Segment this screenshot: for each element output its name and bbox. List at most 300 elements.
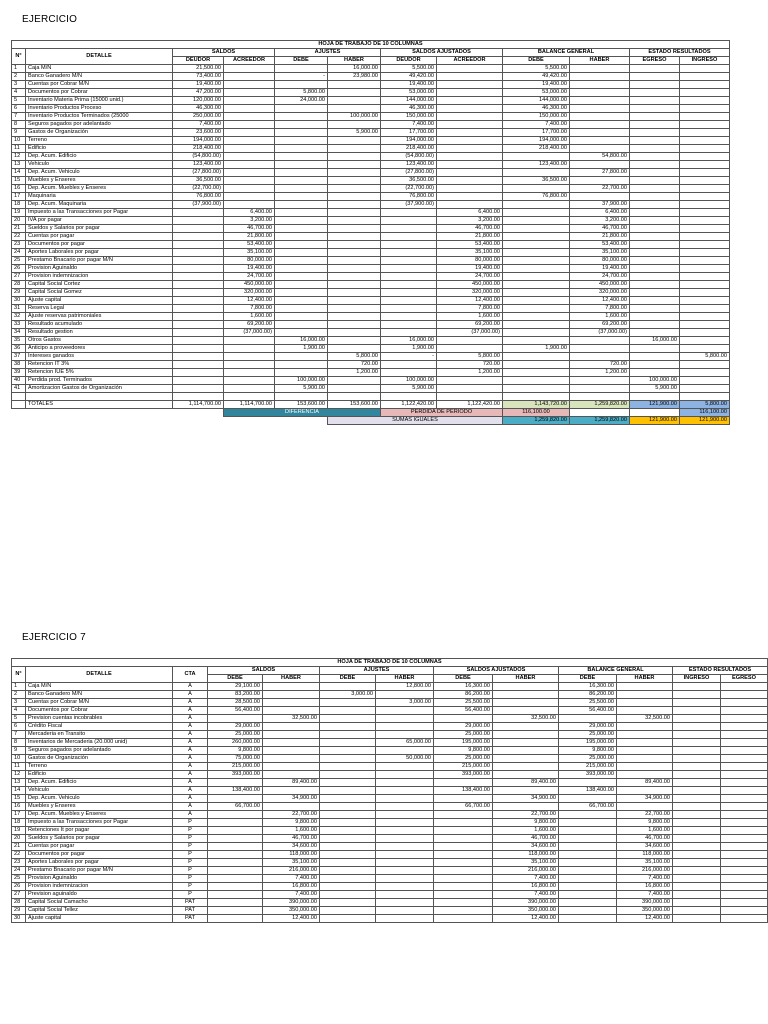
cell-value bbox=[320, 891, 376, 899]
cell-value: (27,800.00) bbox=[173, 169, 224, 177]
cell-value bbox=[437, 201, 503, 209]
row-number: 4 bbox=[12, 89, 26, 97]
cell-value bbox=[570, 353, 630, 361]
cell-value bbox=[630, 313, 680, 321]
cell-value bbox=[559, 875, 617, 883]
cell-value bbox=[673, 691, 721, 699]
cell-value: 36,500.00 bbox=[381, 177, 437, 185]
row-number: 23 bbox=[12, 241, 26, 249]
table-row bbox=[12, 851, 768, 859]
row-number: 28 bbox=[12, 899, 26, 907]
cell-value bbox=[721, 779, 768, 787]
account-name: Dep. Acum. Vehiculo bbox=[26, 795, 173, 803]
account-type: P bbox=[173, 835, 208, 843]
table-row bbox=[12, 779, 768, 787]
sub-header: INGRESO bbox=[680, 57, 730, 65]
cell-value bbox=[630, 201, 680, 209]
cell-value bbox=[617, 723, 673, 731]
cell-value: 6,400.00 bbox=[570, 209, 630, 217]
cell-value: 1,900.00 bbox=[503, 345, 570, 353]
cell-value bbox=[721, 811, 768, 819]
cell-value bbox=[680, 169, 730, 177]
account-name: Cuentas por pagar bbox=[26, 233, 173, 241]
cell-value: 390,000.00 bbox=[617, 899, 673, 907]
row-number: 41 bbox=[12, 385, 26, 393]
account-type: A bbox=[173, 691, 208, 699]
cell-value: 46,700.00 bbox=[617, 835, 673, 843]
cell-value: 7,400.00 bbox=[503, 121, 570, 129]
account-type: P bbox=[173, 875, 208, 883]
account-name: Prestamo Bnacario por pagar M/N bbox=[26, 867, 173, 875]
cell-value bbox=[328, 217, 381, 225]
cell-value bbox=[275, 321, 328, 329]
cell-value bbox=[208, 835, 263, 843]
account-name: Dep. Acum. Muebles y Enseres bbox=[26, 811, 173, 819]
row-number: 2 bbox=[12, 691, 26, 699]
row-number: 11 bbox=[12, 145, 26, 153]
cell-value: 100,000.00 bbox=[630, 377, 680, 385]
cell-value bbox=[263, 747, 320, 755]
cell-value bbox=[673, 811, 721, 819]
cell-value bbox=[721, 819, 768, 827]
sub-header: DEBE bbox=[275, 57, 328, 65]
account-name: Intereses ganados bbox=[26, 353, 173, 361]
row-number: 32 bbox=[12, 313, 26, 321]
row-number: 20 bbox=[12, 835, 26, 843]
worksheet-table-ejercicio-7 bbox=[11, 658, 768, 923]
cell-value: 12,400.00 bbox=[437, 297, 503, 305]
cell-value bbox=[570, 377, 630, 385]
cell-value bbox=[493, 731, 559, 739]
totals-row bbox=[12, 401, 730, 409]
account-name: IVA por pagar bbox=[26, 217, 173, 225]
cell-value: 47,200.00 bbox=[173, 89, 224, 97]
account-type: A bbox=[173, 763, 208, 771]
cell-value bbox=[437, 81, 503, 89]
account-name: Prevision cuentas incobrables bbox=[26, 715, 173, 723]
cell-value: 12,400.00 bbox=[263, 915, 320, 923]
cell-value bbox=[503, 289, 570, 297]
cell-value: 69,200.00 bbox=[570, 321, 630, 329]
account-type: P bbox=[173, 859, 208, 867]
cell-value bbox=[224, 337, 275, 345]
cell-value bbox=[673, 851, 721, 859]
cell-value: 46,300.00 bbox=[381, 105, 437, 113]
sub-header: EGRESO bbox=[721, 675, 768, 683]
cell-value bbox=[503, 217, 570, 225]
cell-value bbox=[224, 177, 275, 185]
sub-header: DEBE bbox=[503, 57, 570, 65]
row-number: 9 bbox=[12, 747, 26, 755]
account-type: A bbox=[173, 739, 208, 747]
cell-value: 450,000.00 bbox=[224, 281, 275, 289]
cell-value bbox=[630, 249, 680, 257]
cell-value bbox=[434, 795, 493, 803]
cell-value bbox=[434, 907, 493, 915]
cell-value bbox=[673, 795, 721, 803]
cell-value: 24,700.00 bbox=[570, 273, 630, 281]
cell-value bbox=[617, 707, 673, 715]
sumas-cell: 1,259,820.00 bbox=[503, 417, 570, 425]
table-row bbox=[12, 747, 768, 755]
row-number: 30 bbox=[12, 915, 26, 923]
cell-value bbox=[224, 369, 275, 377]
cell-value bbox=[328, 177, 381, 185]
cell-value bbox=[434, 875, 493, 883]
cell-value bbox=[673, 739, 721, 747]
cell-value bbox=[680, 361, 730, 369]
cell-value bbox=[173, 233, 224, 241]
cell-value bbox=[673, 843, 721, 851]
cell-value bbox=[503, 233, 570, 241]
cell-value bbox=[434, 859, 493, 867]
cell-value: 100,000.00 bbox=[275, 377, 328, 385]
cell-value bbox=[630, 129, 680, 137]
cell-value bbox=[503, 273, 570, 281]
sheet-title-row bbox=[12, 41, 730, 49]
table-row bbox=[12, 241, 730, 249]
row-number: 12 bbox=[12, 153, 26, 161]
cell-value bbox=[173, 289, 224, 297]
cell-value bbox=[503, 385, 570, 393]
cell-value bbox=[275, 265, 328, 273]
cell-value: 720.00 bbox=[437, 361, 503, 369]
cell-value bbox=[721, 699, 768, 707]
cell-value: 35,100.00 bbox=[224, 249, 275, 257]
cell-value bbox=[673, 899, 721, 907]
cell-value: 1,600.00 bbox=[224, 313, 275, 321]
cell-value bbox=[208, 811, 263, 819]
account-name: Sueldos y Salarios por pagar bbox=[26, 225, 173, 233]
cell-value bbox=[224, 129, 275, 137]
cell-value bbox=[680, 153, 730, 161]
cell-value bbox=[376, 787, 434, 795]
cell-value bbox=[503, 265, 570, 273]
cell-value bbox=[493, 763, 559, 771]
cell-value: 1,900.00 bbox=[381, 345, 437, 353]
cell-value bbox=[208, 899, 263, 907]
cell-value bbox=[376, 771, 434, 779]
group-header: AJUSTES bbox=[320, 667, 434, 675]
row-number: 8 bbox=[12, 739, 26, 747]
cell-value bbox=[437, 121, 503, 129]
cell-value: 53,000.00 bbox=[503, 89, 570, 97]
cell-value bbox=[376, 843, 434, 851]
account-name: Vehiculo bbox=[26, 161, 173, 169]
account-name: Retenciones It por pagar bbox=[26, 827, 173, 835]
sub-header: DEBE bbox=[559, 675, 617, 683]
cell-value bbox=[630, 225, 680, 233]
cell-value bbox=[263, 771, 320, 779]
table-row bbox=[12, 683, 768, 691]
cell-value: 16,000.00 bbox=[328, 65, 381, 73]
cell-value bbox=[275, 145, 328, 153]
cell-value: 25,000.00 bbox=[559, 731, 617, 739]
cell-value bbox=[503, 169, 570, 177]
cell-value: 32,500.00 bbox=[493, 715, 559, 723]
cell-value: 1,600.00 bbox=[437, 313, 503, 321]
cell-value bbox=[376, 731, 434, 739]
cell-value bbox=[320, 683, 376, 691]
cell-value: 22,700.00 bbox=[263, 811, 320, 819]
cell-value bbox=[434, 867, 493, 875]
cell-value bbox=[173, 273, 224, 281]
cell-value bbox=[320, 819, 376, 827]
cell-value: 53,400.00 bbox=[570, 241, 630, 249]
sub-header: HABER bbox=[570, 57, 630, 65]
cell-value: 65,000.00 bbox=[376, 739, 434, 747]
account-name: Gastos de Organización bbox=[26, 755, 173, 763]
cell-value: 215,000.00 bbox=[559, 763, 617, 771]
cell-value: 80,000.00 bbox=[437, 257, 503, 265]
cell-value bbox=[503, 281, 570, 289]
cell-value bbox=[503, 241, 570, 249]
cell-value bbox=[570, 337, 630, 345]
cell-value bbox=[617, 699, 673, 707]
cell-value bbox=[680, 369, 730, 377]
cell-value bbox=[275, 353, 328, 361]
cell-value bbox=[559, 835, 617, 843]
cell-value: 195,000.00 bbox=[559, 739, 617, 747]
cell-value bbox=[275, 161, 328, 169]
cell-value bbox=[503, 257, 570, 265]
cell-value bbox=[173, 249, 224, 257]
account-name: Capital Social Gomez bbox=[26, 289, 173, 297]
table-row bbox=[12, 875, 768, 883]
cell-value bbox=[680, 113, 730, 121]
cell-value bbox=[275, 129, 328, 137]
cell-value: 9,800.00 bbox=[559, 747, 617, 755]
cell-value bbox=[680, 177, 730, 185]
cell-value bbox=[376, 883, 434, 891]
cell-value: 28,500.00 bbox=[208, 699, 263, 707]
sub-header: HABER bbox=[263, 675, 320, 683]
account-name: Crédito Fiscal bbox=[26, 723, 173, 731]
cell-value bbox=[673, 867, 721, 875]
cell-value bbox=[437, 145, 503, 153]
account-name: Resultado acumulado bbox=[26, 321, 173, 329]
cell-value bbox=[208, 883, 263, 891]
sumas-label: SUMAS IGUALES bbox=[328, 417, 503, 425]
cell-value bbox=[208, 891, 263, 899]
cell-value bbox=[328, 105, 381, 113]
total-cell: 153,600.00 bbox=[275, 401, 328, 409]
cell-value bbox=[376, 851, 434, 859]
cell-value bbox=[208, 779, 263, 787]
cell-value bbox=[503, 321, 570, 329]
cell-value bbox=[680, 121, 730, 129]
cell-value bbox=[263, 731, 320, 739]
cell-value bbox=[630, 369, 680, 377]
cell-value bbox=[503, 201, 570, 209]
cell-value bbox=[208, 915, 263, 923]
account-name: Inventario Productos Terminados (25000 bbox=[26, 113, 173, 121]
account-name: Impuesto a las Transacciones por Pagar bbox=[26, 209, 173, 217]
cell-value bbox=[381, 265, 437, 273]
cell-value: 9,800.00 bbox=[208, 747, 263, 755]
cell-value bbox=[328, 201, 381, 209]
cell-value bbox=[173, 361, 224, 369]
cell-value: 320,000.00 bbox=[224, 289, 275, 297]
cell-value bbox=[673, 747, 721, 755]
cell-value bbox=[673, 915, 721, 923]
cell-value bbox=[328, 273, 381, 281]
table-row bbox=[12, 819, 768, 827]
row-number: 17 bbox=[12, 811, 26, 819]
cell-value: 37,900.00 bbox=[570, 201, 630, 209]
row-number: 15 bbox=[12, 795, 26, 803]
cell-value bbox=[275, 65, 328, 73]
cell-value bbox=[721, 691, 768, 699]
cell-value: 215,000.00 bbox=[434, 763, 493, 771]
cell-value bbox=[328, 137, 381, 145]
account-name: Dep. Acum. Edificio bbox=[26, 153, 173, 161]
cell-value bbox=[721, 851, 768, 859]
cell-value bbox=[320, 851, 376, 859]
account-name: Reserva Legal bbox=[26, 305, 173, 313]
cell-value: 9,800.00 bbox=[263, 819, 320, 827]
cell-value: 9,800.00 bbox=[493, 819, 559, 827]
account-name: Retencion IUE 5% bbox=[26, 369, 173, 377]
account-name: Inventario Materia Prima (15000 unid.) bbox=[26, 97, 173, 105]
cell-value: 218,400.00 bbox=[173, 145, 224, 153]
diferencia-label: DIFERENCIA bbox=[224, 409, 381, 417]
account-type: A bbox=[173, 755, 208, 763]
cell-value bbox=[630, 65, 680, 73]
account-name: Edificio bbox=[26, 771, 173, 779]
table-row bbox=[12, 377, 730, 385]
cell-value bbox=[630, 73, 680, 81]
cell-value bbox=[673, 755, 721, 763]
account-name: Dep. Acum. Maquinaria bbox=[26, 201, 173, 209]
cell-value bbox=[493, 723, 559, 731]
cell-value bbox=[173, 321, 224, 329]
cell-value: 24,700.00 bbox=[437, 273, 503, 281]
table-row bbox=[12, 321, 730, 329]
account-type: PAT bbox=[173, 899, 208, 907]
cell-value bbox=[320, 739, 376, 747]
cell-value: 320,000.00 bbox=[570, 289, 630, 297]
row-number: 12 bbox=[12, 771, 26, 779]
cell-value bbox=[680, 265, 730, 273]
cell-value bbox=[680, 273, 730, 281]
cell-value: 138,400.00 bbox=[434, 787, 493, 795]
cell-value: 3,200.00 bbox=[437, 217, 503, 225]
cell-value bbox=[328, 297, 381, 305]
cell-value: 12,400.00 bbox=[224, 297, 275, 305]
row-number: 27 bbox=[12, 891, 26, 899]
cell-value bbox=[376, 899, 434, 907]
group-header: ESTADO RESULTADOS bbox=[630, 49, 730, 57]
row-number: 7 bbox=[12, 113, 26, 121]
cell-value: 49,420.00 bbox=[381, 73, 437, 81]
cell-value bbox=[630, 97, 680, 105]
cell-value: 16,300.00 bbox=[434, 683, 493, 691]
cell-value: 12,800.00 bbox=[376, 683, 434, 691]
cell-value: 100,000.00 bbox=[381, 377, 437, 385]
cell-value bbox=[680, 65, 730, 73]
cell-value: 22,700.00 bbox=[493, 811, 559, 819]
cell-value bbox=[275, 81, 328, 89]
cell-value bbox=[376, 907, 434, 915]
cell-value bbox=[434, 891, 493, 899]
row-number: 14 bbox=[12, 787, 26, 795]
row-number: 26 bbox=[12, 265, 26, 273]
table-row bbox=[12, 73, 730, 81]
sub-header: HABER bbox=[376, 675, 434, 683]
total-cell: 1,114,700.00 bbox=[173, 401, 224, 409]
row-number: 25 bbox=[12, 875, 26, 883]
cell-value bbox=[320, 835, 376, 843]
account-name: Documentos por pagar bbox=[26, 241, 173, 249]
cell-value: 53,000.00 bbox=[381, 89, 437, 97]
cell-value bbox=[381, 225, 437, 233]
cell-value: 89,400.00 bbox=[493, 779, 559, 787]
cell-value bbox=[673, 763, 721, 771]
table-row bbox=[12, 731, 768, 739]
cell-value bbox=[320, 707, 376, 715]
row-number: 25 bbox=[12, 257, 26, 265]
perdida-label: PERDIDA DE PERIODO bbox=[381, 409, 503, 417]
cell-value: 3,000.00 bbox=[376, 699, 434, 707]
cell-value bbox=[224, 169, 275, 177]
table-row bbox=[12, 161, 730, 169]
table-row bbox=[12, 835, 768, 843]
cell-value: 19,400.00 bbox=[437, 265, 503, 273]
cell-value bbox=[680, 193, 730, 201]
cell-value bbox=[437, 153, 503, 161]
cell-value: 1,600.00 bbox=[617, 827, 673, 835]
cell-value: 150,000.00 bbox=[503, 113, 570, 121]
cell-value bbox=[630, 257, 680, 265]
cell-value bbox=[320, 787, 376, 795]
table-row bbox=[12, 899, 768, 907]
table-row bbox=[12, 313, 730, 321]
blank-row bbox=[12, 393, 730, 401]
row-number: 15 bbox=[12, 177, 26, 185]
cell-value bbox=[434, 843, 493, 851]
cell-value: 35,100.00 bbox=[493, 859, 559, 867]
cell-value bbox=[437, 97, 503, 105]
cell-value bbox=[434, 811, 493, 819]
cell-value: 7,400.00 bbox=[493, 875, 559, 883]
cell-value bbox=[680, 225, 730, 233]
row-number: 3 bbox=[12, 81, 26, 89]
cell-value: 9,800.00 bbox=[434, 747, 493, 755]
cell-value bbox=[570, 73, 630, 81]
cell-value bbox=[503, 297, 570, 305]
row-number: 13 bbox=[12, 779, 26, 787]
cell-value: 23,600.00 bbox=[173, 129, 224, 137]
sub-header: HABER bbox=[328, 57, 381, 65]
cell-value: (54,800.00) bbox=[173, 153, 224, 161]
cell-value: 24,700.00 bbox=[224, 273, 275, 281]
sumas-row bbox=[12, 417, 730, 425]
cell-value bbox=[721, 859, 768, 867]
row-number: 17 bbox=[12, 193, 26, 201]
cell-value: 5,900.00 bbox=[381, 385, 437, 393]
cell-value bbox=[680, 305, 730, 313]
cell-value bbox=[224, 105, 275, 113]
cell-value: 215,000.00 bbox=[208, 763, 263, 771]
cell-value: 49,420.00 bbox=[503, 73, 570, 81]
cell-value bbox=[173, 385, 224, 393]
perdida-cell bbox=[570, 409, 630, 417]
cell-value bbox=[173, 281, 224, 289]
cell-value bbox=[570, 385, 630, 393]
cell-value: 21,500.00 bbox=[173, 65, 224, 73]
row-number: 23 bbox=[12, 859, 26, 867]
